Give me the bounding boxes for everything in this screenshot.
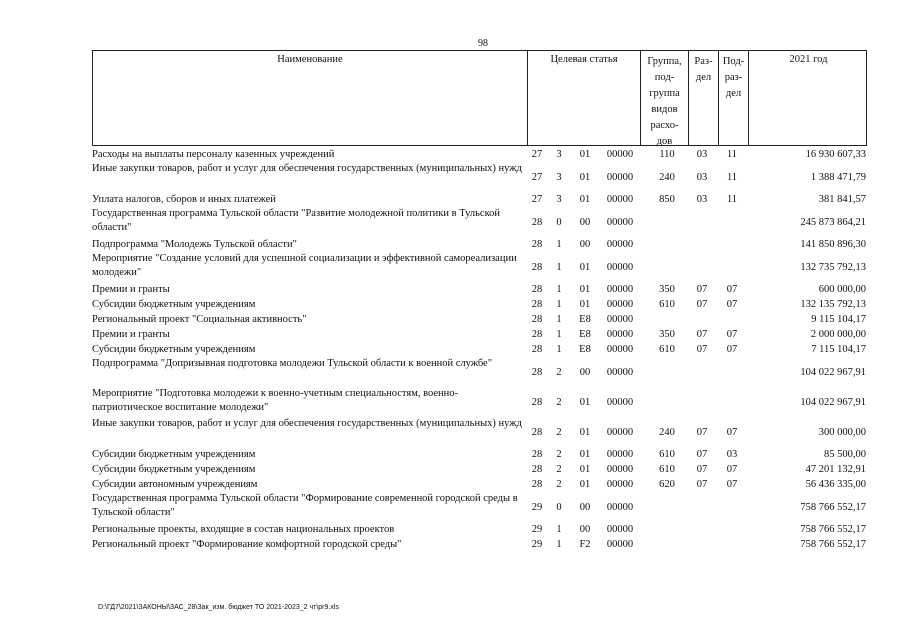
table-row (92, 447, 872, 462)
razdel-code: 03 (696, 149, 708, 160)
header-razdel (688, 51, 718, 145)
podrazdel-code: 07 (726, 479, 738, 490)
header-group-line: под- (654, 72, 675, 83)
amount-2021: 300 000,00 (818, 426, 866, 438)
target-code-subprogram: 3 (556, 149, 562, 160)
header-podrazdel-line: Под- (722, 56, 745, 67)
target-code-subprogram: 3 (556, 194, 562, 205)
razdel-code (687, 252, 717, 282)
razdel-code (687, 207, 717, 237)
file-path-footer: D:\ГД7\2021\ЗАКОНЫ\ЗАС_28\Зак_изм. бюджет ТО 2021-2023_2 чт\pr9.xls (98, 604, 339, 611)
amount-2021: 104 022 967,91 (800, 366, 866, 378)
table-row (92, 312, 872, 327)
target-code-program: 28 (531, 449, 543, 460)
razdel-code (687, 237, 717, 252)
amount-2021: 141 850 896,30 (800, 239, 866, 250)
target-code-program: 28 (531, 299, 543, 310)
header-razdel-line: дел (695, 72, 712, 83)
target-code-program: 28 (531, 396, 543, 408)
row-name: Региональный проект "Формирование комфортной городской среды" (92, 538, 402, 550)
target-code-direction: 00000 (606, 344, 634, 355)
row-name: Расходы на выплаты персоналу казенных учреждений (92, 148, 335, 160)
razdel-code: 07 (696, 449, 708, 460)
podrazdel-code (717, 522, 747, 537)
target-code-subprogram: 1 (556, 261, 562, 273)
row-name: Государственная программа Тульской области "Формирование современной городской среды в Тульской области" (92, 493, 518, 518)
target-code-subprogram: 2 (556, 464, 562, 475)
target-code-program: 28 (531, 329, 543, 340)
target-code-program: 28 (531, 479, 543, 490)
table-row (92, 237, 872, 252)
target-code-direction: 00000 (606, 524, 634, 535)
podrazdel-code: 03 (726, 449, 738, 460)
target-code-program: 27 (531, 171, 543, 183)
target-code-event: 00 (579, 501, 591, 513)
target-code-event: 01 (579, 479, 591, 490)
header-podrazdel-line: дел (725, 88, 742, 99)
target-code-event: F2 (579, 539, 591, 550)
table-row (92, 327, 872, 342)
amount-2021: 7 115 104,17 (811, 344, 866, 355)
podrazdel-code: 07 (726, 344, 738, 355)
target-code-program: 29 (531, 524, 543, 535)
target-code-direction: 00000 (606, 171, 634, 183)
target-code-direction: 00000 (606, 314, 634, 325)
target-code-subprogram: 3 (556, 171, 562, 183)
podrazdel-code: 11 (726, 194, 738, 205)
target-code-event: 01 (579, 299, 591, 310)
expense-group-code: 110 (659, 149, 675, 160)
podrazdel-code (717, 492, 747, 522)
target-code-event: 01 (579, 464, 591, 475)
target-code-direction: 00000 (606, 329, 634, 340)
target-code-subprogram: 2 (556, 366, 562, 378)
target-code-program: 28 (531, 284, 543, 295)
podrazdel-code (717, 537, 747, 552)
target-code-subprogram: 1 (556, 524, 562, 535)
row-name: Государственная программа Тульской области "Развитие молодежной политики в Тульской области" (92, 208, 501, 233)
amount-2021: 104 022 967,91 (800, 396, 866, 408)
row-name: Премии и гранты (92, 283, 170, 295)
expense-group-code: 240 (659, 171, 675, 183)
row-name: Региональный проект "Социальная активность" (92, 313, 307, 325)
podrazdel-code (717, 312, 747, 327)
razdel-code: 03 (696, 194, 708, 205)
podrazdel-code (717, 387, 747, 417)
amount-2021: 600 000,00 (818, 284, 866, 295)
podrazdel-code: 07 (726, 426, 738, 438)
header-target-article: Целевая статья (527, 51, 640, 145)
amount-2021: 381 841,57 (818, 194, 866, 205)
podrazdel-code (717, 207, 747, 237)
razdel-code: 07 (696, 344, 708, 355)
razdel-code: 03 (696, 171, 708, 183)
table-row (92, 252, 872, 282)
expense-group-code (652, 312, 682, 327)
expense-group-code (652, 252, 682, 282)
target-code-program: 28 (531, 464, 543, 475)
target-code-event: 01 (579, 194, 591, 205)
table-row (92, 297, 872, 312)
target-code-subprogram: 2 (556, 479, 562, 490)
razdel-code: 07 (696, 464, 708, 475)
row-name: Субсидии бюджетным учреждениям (92, 343, 256, 355)
header-group-line: дов (656, 136, 673, 147)
table-header (92, 50, 867, 146)
razdel-code: 07 (696, 299, 708, 310)
target-code-event: E8 (579, 344, 591, 355)
target-code-event: 01 (579, 171, 591, 183)
expense-group-code: 610 (659, 344, 675, 355)
target-code-program: 28 (531, 426, 543, 438)
podrazdel-code: 07 (726, 464, 738, 475)
target-code-direction: 00000 (606, 449, 634, 460)
target-code-program: 28 (531, 216, 543, 228)
amount-2021: 47 201 132,91 (805, 464, 866, 475)
expense-group-code (652, 537, 682, 552)
expense-group-code: 350 (659, 284, 675, 295)
expense-group-code: 620 (659, 479, 675, 490)
target-code-direction: 00000 (606, 539, 634, 550)
amount-2021: 758 766 552,17 (800, 539, 866, 550)
target-code-program: 27 (531, 149, 543, 160)
header-razdel-line: Раз- (694, 56, 713, 67)
header-group-line: видов (651, 104, 678, 115)
header-name: Наименование (277, 54, 343, 65)
target-code-subprogram: 0 (556, 501, 562, 513)
table-row (92, 207, 872, 237)
target-code-program: 28 (531, 261, 543, 273)
page-number: 98 (478, 38, 488, 49)
target-code-subprogram: 1 (556, 539, 562, 550)
razdel-code (687, 312, 717, 327)
target-code-subprogram: 0 (556, 216, 562, 228)
target-code-event: 01 (579, 261, 591, 273)
target-code-subprogram: 2 (556, 449, 562, 460)
row-name: Подпрограмма "Молодежь Тульской области" (92, 238, 297, 250)
amount-2021: 758 766 552,17 (800, 501, 866, 513)
expense-group-code (652, 237, 682, 252)
table-row (92, 147, 872, 162)
target-code-direction: 00000 (606, 464, 634, 475)
target-code-event: 00 (579, 239, 591, 250)
table-row (92, 342, 872, 357)
expense-group-code: 610 (659, 299, 675, 310)
target-code-direction: 00000 (606, 366, 634, 378)
table-row (92, 357, 872, 387)
table-row (92, 492, 872, 522)
row-name: Субсидии бюджетным учреждениям (92, 463, 256, 475)
amount-2021: 132 135 792,13 (800, 299, 866, 310)
expense-group-code (652, 207, 682, 237)
row-name: Региональные проекты, входящие в состав национальных проектов (92, 523, 395, 535)
razdel-code: 07 (696, 479, 708, 490)
target-code-subprogram: 1 (556, 329, 562, 340)
row-name: Иные закупки товаров, работ и услуг для обеспечения государственных (муниципальных) нужд (92, 418, 522, 429)
header-group-line: группа (649, 88, 680, 99)
row-name: Субсидии бюджетным учреждениям (92, 448, 256, 460)
target-code-event: 00 (579, 366, 591, 378)
target-code-direction: 00000 (606, 216, 634, 228)
target-code-event: 01 (579, 449, 591, 460)
target-code-event: 01 (579, 284, 591, 295)
target-code-direction: 00000 (606, 299, 634, 310)
header-year: 2021 год (748, 51, 868, 145)
amount-2021: 16 930 607,33 (805, 149, 866, 160)
target-code-subprogram: 1 (556, 314, 562, 325)
table-row (92, 387, 872, 417)
table-row (92, 462, 872, 477)
razdel-code: 07 (696, 426, 708, 438)
table-row (92, 162, 872, 192)
amount-2021: 9 115 104,17 (811, 314, 866, 325)
target-code-program: 28 (531, 366, 543, 378)
razdel-code (687, 387, 717, 417)
target-code-direction: 00000 (606, 284, 634, 295)
razdel-code (687, 537, 717, 552)
target-code-subprogram: 1 (556, 299, 562, 310)
row-name: Субсидии бюджетным учреждениям (92, 298, 256, 310)
target-code-event: 01 (579, 396, 591, 408)
target-code-direction: 00000 (606, 426, 634, 438)
table-row (92, 282, 872, 297)
row-name: Подпрограмма "Допризывная подготовка молодежи Тульской области к военной службе" (92, 358, 493, 369)
target-code-program: 29 (531, 501, 543, 513)
razdel-code (687, 492, 717, 522)
row-name: Уплата налогов, сборов и иных платежей (92, 193, 276, 205)
target-code-program: 27 (531, 194, 543, 205)
amount-2021: 2 000 000,00 (810, 329, 866, 340)
table-row (92, 522, 872, 537)
table-row (92, 192, 872, 207)
target-code-direction: 00000 (606, 479, 634, 490)
header-group-line: расхо- (650, 120, 679, 131)
target-code-event: 00 (579, 216, 591, 228)
podrazdel-code: 07 (726, 299, 738, 310)
target-code-program: 28 (531, 344, 543, 355)
amount-2021: 758 766 552,17 (800, 524, 866, 535)
row-name: Мероприятие "Подготовка молодежи к военно-учетным специальностям, военно-патриотическое воспитание молодежи" (92, 388, 459, 413)
target-code-event: E8 (579, 314, 591, 325)
expense-group-code: 240 (659, 426, 675, 438)
amount-2021: 245 873 864,21 (800, 216, 866, 228)
header-podrazdel (718, 51, 748, 145)
amount-2021: 132 735 792,13 (800, 261, 866, 273)
expense-group-code: 610 (659, 464, 675, 475)
podrazdel-code: 07 (726, 329, 738, 340)
table-row (92, 477, 872, 492)
target-code-subprogram: 2 (556, 426, 562, 438)
expense-group-code (652, 492, 682, 522)
target-code-direction: 00000 (606, 396, 634, 408)
expense-group-code: 610 (659, 449, 675, 460)
razdel-code: 07 (696, 284, 708, 295)
razdel-code (687, 357, 717, 387)
amount-2021: 85 500,00 (824, 449, 866, 460)
target-code-event: 00 (579, 524, 591, 535)
target-code-subprogram: 1 (556, 284, 562, 295)
header-expense-group (640, 51, 688, 145)
podrazdel-code: 11 (726, 149, 738, 160)
row-name: Премии и гранты (92, 328, 170, 340)
table-row (92, 417, 872, 447)
expense-group-code (652, 522, 682, 537)
header-group-line: Группа, (647, 56, 682, 67)
target-code-event: 01 (579, 426, 591, 438)
amount-2021: 1 388 471,79 (810, 171, 866, 183)
target-code-direction: 00000 (606, 149, 634, 160)
target-code-subprogram: 2 (556, 396, 562, 408)
budget-table-body (92, 147, 872, 552)
table-row (92, 537, 872, 552)
target-code-event: 01 (579, 149, 591, 160)
amount-2021: 56 436 335,00 (805, 479, 866, 490)
target-code-direction: 00000 (606, 194, 634, 205)
expense-group-code (652, 357, 682, 387)
row-name: Мероприятие "Создание условий для успешной социализации и эффективной самореализации молодежи" (92, 253, 517, 278)
target-code-subprogram: 1 (556, 239, 562, 250)
expense-group-code (652, 387, 682, 417)
podrazdel-code (717, 357, 747, 387)
row-name: Иные закупки товаров, работ и услуг для обеспечения государственных (муниципальных) нужд (92, 163, 522, 174)
target-code-direction: 00000 (606, 501, 634, 513)
target-code-program: 28 (531, 314, 543, 325)
podrazdel-code: 07 (726, 284, 738, 295)
razdel-code: 07 (696, 329, 708, 340)
podrazdel-code: 11 (726, 171, 738, 183)
target-code-direction: 00000 (606, 239, 634, 250)
header-podrazdel-line: раз- (724, 72, 743, 83)
target-code-program: 29 (531, 539, 543, 550)
expense-group-code: 350 (659, 329, 675, 340)
target-code-event: E8 (579, 329, 591, 340)
row-name: Субсидии автономным учреждениям (92, 478, 258, 490)
podrazdel-code (717, 237, 747, 252)
target-code-program: 28 (531, 239, 543, 250)
podrazdel-code (717, 252, 747, 282)
target-code-direction: 00000 (606, 261, 634, 273)
target-code-subprogram: 1 (556, 344, 562, 355)
razdel-code (687, 522, 717, 537)
expense-group-code: 850 (659, 194, 675, 205)
